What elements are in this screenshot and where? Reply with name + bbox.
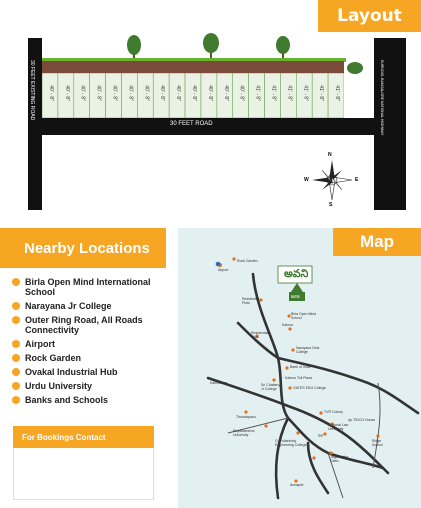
plot — [169, 73, 185, 118]
nearby-item — [12, 367, 172, 377]
plot — [90, 73, 106, 118]
nearby-item — [12, 395, 172, 405]
compass-s: S — [329, 202, 333, 208]
compass-e: E — [355, 177, 359, 183]
map-label-rr: RR — [318, 434, 324, 438]
rock-garden-icon — [232, 257, 235, 260]
map-label-bank: Bank of India — [290, 365, 311, 369]
bullet-icon — [12, 302, 20, 310]
nearby-item — [12, 315, 172, 335]
map-label-thondapadu: Thondapadu — [236, 415, 256, 419]
tree-icon — [276, 36, 290, 60]
map-label-kalmurrum: Kalmurrum — [210, 381, 228, 385]
compass-icon — [312, 160, 352, 200]
plot-label: 41' - 8" — [334, 85, 341, 101]
nearby-item-label: Birla Open Mind International School — [25, 277, 151, 297]
map-label-kalmur: Kalmur — [282, 323, 294, 327]
plot-label: 41' - 8" — [270, 85, 277, 101]
plot — [137, 73, 153, 118]
plot-label: 40' - 8" — [127, 85, 134, 101]
plot — [58, 73, 74, 118]
nearby-item — [12, 277, 172, 297]
compass-n: N — [328, 152, 332, 158]
bullet-icon — [12, 278, 20, 286]
map-label-ikonapet: Ikonapet — [290, 483, 304, 487]
plot-label: 40' - 8" — [47, 85, 54, 101]
map-label-rayalaseema: Rayalaseema University — [233, 429, 255, 437]
plot-label: 40' - 8" — [191, 85, 197, 101]
road-left-label: 30 FEET EXISTING ROAD — [29, 60, 35, 121]
map-label-toll: Kalmur Toll Plaza — [285, 376, 312, 380]
map-label-ridge: Ridge School — [372, 439, 383, 447]
bullet-icon — [12, 382, 20, 390]
road-right-label: KURNOOL BANGALORE NATIONAL HIGHWAY — [380, 60, 384, 136]
plot-label: 40' - 8" — [175, 85, 182, 101]
map-label-airport: Airport — [218, 268, 229, 272]
map-area — [178, 228, 421, 508]
bullet-icon — [12, 340, 20, 348]
plot — [328, 73, 344, 118]
plot-label: 40' - 8" — [79, 85, 86, 101]
bookings-title: For Bookings Contact — [13, 426, 154, 448]
map-label-rock-garden: Rock Garden — [237, 259, 258, 263]
nearby-item-label: Narayana Jr College — [25, 301, 112, 311]
plot-label: 40' - 8" — [63, 85, 70, 101]
map-label-nal: National Law University — [328, 423, 349, 431]
plot — [153, 73, 169, 118]
plot — [74, 73, 90, 118]
nearby-item-label: Banks and Schools — [25, 395, 109, 405]
plot-label: 41' - 8" — [254, 85, 261, 101]
map-label-jagannatha: Jagannatha Gattu — [330, 455, 349, 463]
nearby-item-label: Ovakal Industrial Hub — [25, 367, 118, 377]
bullet-icon — [12, 354, 20, 362]
plot-label: 41' - 8" — [302, 85, 309, 101]
compass-w: W — [304, 177, 309, 183]
nearby-item-label: Rock Garden — [25, 353, 82, 363]
nearby-title: Nearby Locations — [0, 228, 166, 268]
bullet-icon — [12, 396, 20, 404]
nearby-item — [12, 339, 172, 349]
plot — [265, 73, 281, 118]
plot — [185, 73, 201, 118]
airport-icon — [216, 262, 221, 267]
map-label-tvr: TVR Colony — [324, 410, 343, 414]
brand-logo: అవని — [284, 267, 309, 280]
nearby-item-label: Airport — [25, 339, 55, 349]
nearby-item-label: Urdu University — [25, 381, 93, 391]
layout-title: Layout — [318, 0, 421, 32]
bullet-icon — [12, 368, 20, 376]
map-title: Map — [333, 228, 421, 256]
tree-icon — [347, 62, 363, 74]
plot-label: 40' - 8" — [111, 85, 118, 101]
plot-label: 40' - 8" — [159, 85, 166, 101]
plot — [121, 73, 137, 118]
right-road — [374, 38, 406, 210]
nearby-item — [12, 381, 172, 391]
plot — [312, 73, 328, 118]
plots-strip — [42, 73, 344, 118]
plot-label: 40' - 8" — [222, 85, 229, 101]
map-label-residential-1: Residential Plots — [242, 297, 260, 305]
plot-label: 40' - 8" — [95, 85, 102, 101]
plot — [217, 73, 233, 118]
plot — [296, 73, 312, 118]
road-bottom-label: 30 FEET ROAD — [170, 121, 213, 127]
map-label-chaitanya: Sri Chaitanya Jr College — [261, 383, 283, 391]
plot — [233, 73, 249, 118]
boundary-wall — [42, 61, 344, 73]
plot-label: 40' - 8" — [238, 85, 245, 101]
bullet-icon — [12, 316, 20, 324]
plot — [106, 73, 122, 118]
tree-icon — [203, 33, 219, 60]
plot-label: 41' - 8" — [318, 85, 325, 101]
plot — [42, 73, 58, 118]
nearby-item — [12, 301, 172, 311]
plots-svg — [42, 73, 344, 118]
map-label-gates: GATES ENG College — [293, 386, 327, 390]
map-label-narayana: Narayana Girls College — [296, 346, 320, 354]
map-label-ap-tidco: Ap TIDCO House — [348, 418, 376, 422]
nearby-list — [12, 277, 172, 409]
map-label-gpull: G. Pullareddy Engineering College — [275, 439, 307, 447]
plot — [280, 73, 296, 118]
plot — [249, 73, 265, 118]
nearby-item — [12, 353, 172, 363]
plot-label: 41' - 8" — [286, 85, 293, 101]
map-label-residential-2: Residential Plots — [251, 331, 269, 339]
tree-icon — [127, 35, 141, 60]
plot-label: 40' - 8" — [206, 85, 213, 101]
plot — [201, 73, 217, 118]
map-label-birla: Birla Open Mind School — [291, 312, 317, 320]
plot-label: 40' - 8" — [143, 85, 150, 101]
nearby-item-label: Outer Ring Road, All Roads Connectivity — [25, 315, 143, 335]
site-label: SITE — [291, 294, 300, 299]
